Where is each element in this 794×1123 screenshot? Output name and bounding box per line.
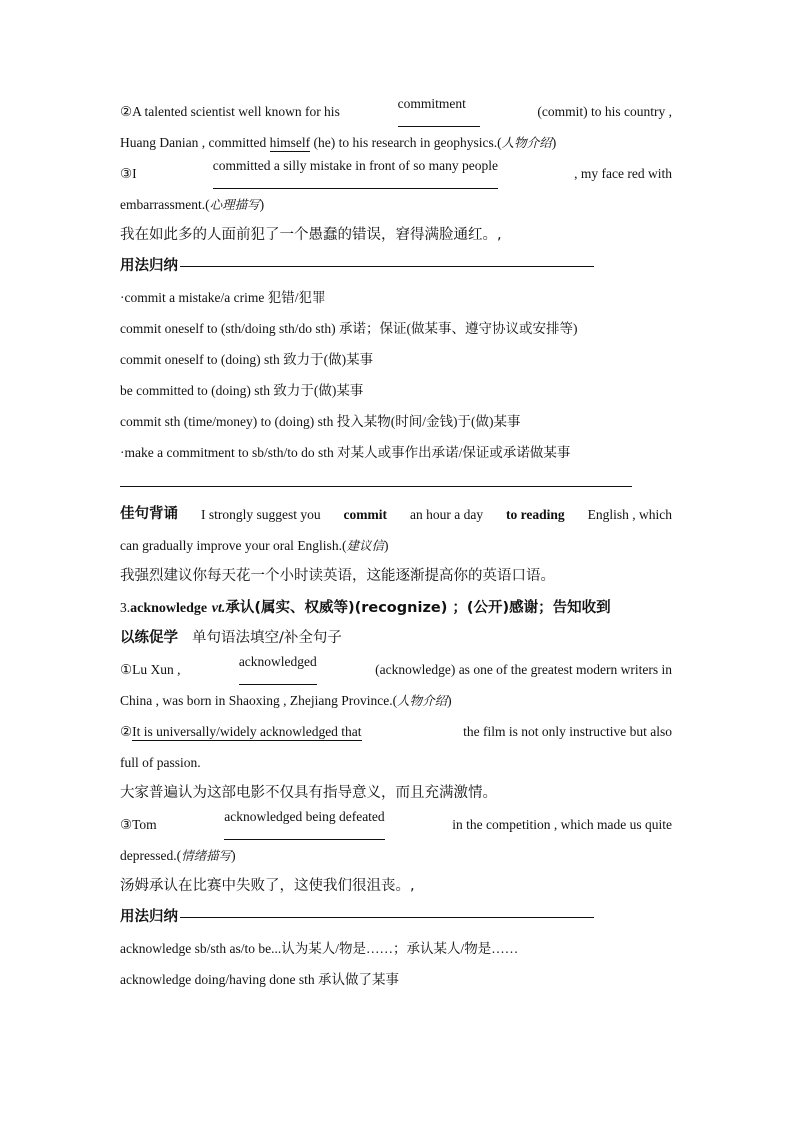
ack-example-1-line2: China , was born in Shaoxing , Zhejiang Province.(: [120, 693, 398, 708]
usage-heading-1: [120, 251, 672, 282]
usage-label-2: 用法归纳: [120, 909, 178, 925]
model-sentence-prefix: I strongly suggest you: [200, 507, 321, 522]
practice-label: 以练促学: [120, 630, 178, 646]
ack-example-1-answer: acknowledged: [239, 654, 317, 685]
practice-heading: [120, 623, 672, 654]
example-2-line2-suffix: (he) to his research in geophysics.(: [313, 135, 502, 150]
model-sentence-middle: an hour a day: [409, 507, 484, 522]
practice-text: 单句语法填空/补全句子: [192, 630, 342, 646]
model-sentence-bold-2: to reading: [506, 507, 565, 522]
usage-item: commit sth (time/money) to (doing) sth 投入某物(时间/金钱)于(做)某事: [120, 414, 521, 429]
example-2-line-1: [120, 96, 672, 127]
usage-end-spacer: [120, 468, 672, 499]
example-3-line-2: embarrassment.(心理描写): [120, 197, 265, 212]
model-sentence-translation: 我强烈建议你每天花一个小时读英语，这能逐渐提高你的英语口语。: [120, 568, 555, 584]
usage-item: acknowledge sb/sth as/to be...认为某人/物是……；承认某人/物是……: [120, 941, 519, 956]
ack-example-2-translation: 大家普遍认为这部电影不仅具有指导意义，而且充满激情。: [120, 785, 497, 801]
usage-rule-1: [180, 266, 594, 267]
model-sentence-line2: can gradually improve your oral English.(: [120, 538, 347, 553]
example-3-translation: 我在如此多的人面前犯了一个愚蠢的错误，窘得满脸通红。,: [120, 227, 502, 243]
section-3-pos: vt.: [211, 601, 226, 616]
example-3-answer: committed a silly mistake in front of so many people: [213, 158, 498, 189]
document-page: [120, 96, 672, 995]
example-3-tag: 心理描写: [209, 197, 260, 212]
example-2-answer: commitment: [398, 96, 480, 127]
model-sentence-line-2: can gradually improve your oral English.(建议信): [120, 538, 389, 553]
model-sentence-line-1: [120, 499, 672, 530]
example-2-line2-prefix: Huang Danian , committed: [120, 135, 267, 150]
section-3-title: [120, 592, 672, 623]
usage-block-bottom-rule: [120, 486, 632, 487]
ack-example-3-line2: depressed.(: [120, 848, 182, 863]
example-3-suffix: , my face red with: [574, 166, 672, 181]
ack-example-1-line-2: China , was born in Shaoxing , Zhejiang Province.(人物介绍): [120, 693, 452, 708]
model-sentence-tag: 建议信: [346, 538, 384, 553]
usage-item: commit oneself to (doing) sth 致力于(做)某事: [120, 352, 374, 367]
ack-example-2-answer: It is universally/widely acknowledged that: [132, 724, 362, 739]
example-2-tag: 人物介绍: [501, 135, 552, 150]
ack-example-3-line-1: [120, 809, 672, 840]
section-3-definition: 承认(属实、权威等)(recognize) ；(公开)感谢；告知收到: [225, 600, 611, 616]
example-3-line-1: [120, 158, 672, 189]
ack-example-3-prefix: ③Tom: [120, 817, 157, 832]
usage-label-1: 用法归纳: [120, 258, 178, 274]
ack-example-2-lead: [120, 716, 362, 747]
usage-item: ·commit a mistake/a crime 犯错/犯罪: [120, 290, 326, 305]
usage-item: commit oneself to (sth/doing sth/do sth) 承诺；保证(做某事、遵守协议或安排等): [120, 321, 578, 336]
ack-example-3-suffix: in the competition , which made us quite: [452, 817, 672, 832]
usage-rule-2: [180, 917, 594, 918]
example-3-line2: embarrassment.(: [120, 197, 210, 212]
usage-item: ·make a commitment to sb/sth/to do sth 对某人或事作出承诺/保证或承诺做某事: [120, 445, 571, 460]
model-sentence-label: 佳句背诵: [120, 506, 178, 522]
example-2-line-2: Huang Danian , committed himself (he) to his research in geophysics.(人物介绍): [120, 135, 557, 150]
ack-example-2-prefix: ②: [120, 724, 133, 739]
ack-example-2-suffix: the film is not only instructive but also: [463, 724, 672, 739]
ack-example-2-line2: full of passion.: [120, 755, 201, 770]
ack-example-1-prefix: ①Lu Xun ,: [120, 662, 181, 677]
model-sentence-suffix: English , which: [587, 507, 672, 522]
usage-heading-2: [120, 902, 672, 933]
ack-example-3-tag: 情绪描写: [181, 848, 232, 863]
ack-example-1-suffix: (acknowledge) as one of the greatest modern writers in: [375, 662, 672, 677]
ack-example-3-line-2: depressed.(情绪描写): [120, 848, 236, 863]
ack-example-1-tag: 人物介绍: [397, 693, 448, 708]
model-sentence-bold-1: commit: [343, 507, 388, 522]
example-2-line2-answer: himself: [269, 135, 311, 150]
ack-example-3-answer: acknowledged being defeated: [224, 809, 384, 840]
example-2-suffix: (commit) to his country ,: [537, 104, 672, 119]
section-3-word: acknowledge: [130, 601, 208, 616]
ack-example-1-line-1: [120, 654, 672, 685]
example-2-prefix: ②A talented scientist well known for his: [120, 104, 340, 119]
usage-item: acknowledge doing/having done sth 承认做了某事: [120, 972, 399, 987]
ack-example-2-line-1: [120, 716, 672, 747]
example-3-prefix: ③I: [120, 166, 137, 181]
ack-example-3-translation: 汤姆承认在比赛中失败了，这使我们很沮丧。,: [120, 878, 415, 894]
section-3-number: 3.: [120, 600, 131, 615]
usage-item: be committed to (doing) sth 致力于(做)某事: [120, 383, 364, 398]
